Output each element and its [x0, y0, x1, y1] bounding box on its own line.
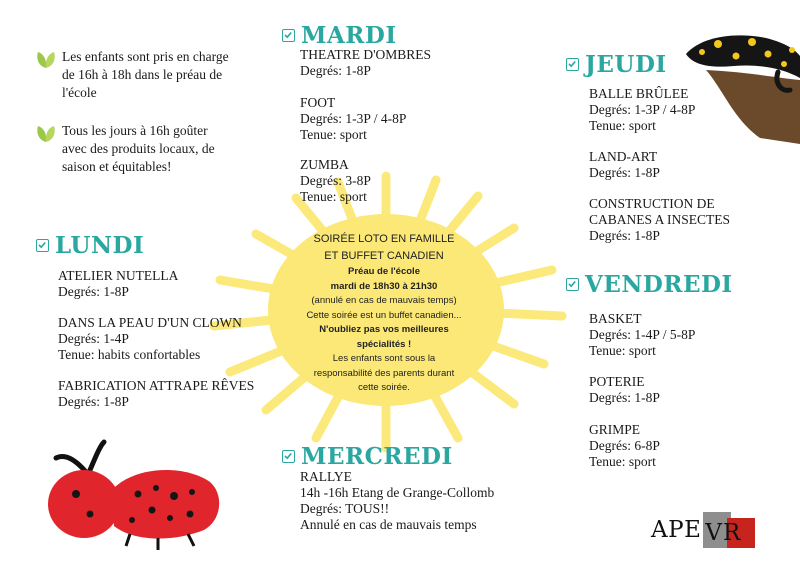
- ladybug-illustration: [34, 436, 230, 554]
- activity-detail: Degrés: 3-8P: [300, 173, 371, 188]
- activity-detail: Degrés: 1-8P: [300, 63, 371, 78]
- mardi-header: [282, 22, 397, 49]
- activity-detail: Degrés: 1-8P: [58, 284, 129, 299]
- activity-detail: Degrés: TOUS!!: [300, 501, 390, 516]
- activity-name: DANS LA PEAU D'UN CLOWN: [58, 315, 242, 330]
- activity-name: FABRICATION ATTRAPE RÊVES: [58, 378, 255, 393]
- jeudi-title: JEUDI: [585, 51, 667, 78]
- activity: [58, 315, 242, 363]
- activity-detail: Degrés: 1-8P: [589, 165, 660, 180]
- intro-text: Les enfants sont pris en charge de 16h à 18h dans le préau de l'école: [62, 49, 229, 100]
- activity-name: THEATRE D'OMBRES: [300, 47, 432, 62]
- activity-detail: Tenue: sport: [589, 343, 656, 358]
- activity-name: FOOT: [300, 95, 336, 110]
- event-date: mardi de 18h30 à 21h30: [330, 280, 438, 292]
- activity-name: BASKET: [589, 311, 642, 326]
- activity-detail: Degrés: 1-4P / 5-8P: [589, 327, 696, 342]
- event-responsibility: responsabilité des parents durant: [313, 367, 455, 379]
- activity-detail: Degrés: 1-8P: [589, 228, 660, 243]
- salamander-illustration: [682, 28, 800, 146]
- event-responsibility: Les enfants sont sous la: [332, 353, 436, 364]
- event-title: ET BUFFET CANADIEN: [324, 250, 444, 262]
- activity: [300, 95, 406, 143]
- event-buffet: Cette soirée est un buffet canadien...: [306, 309, 462, 321]
- apevr-logo: [651, 512, 755, 548]
- event-responsibility: cette soirée.: [358, 382, 410, 393]
- leaf-icon: [34, 122, 58, 144]
- checkbox-icon: [566, 58, 579, 71]
- activity-name: LAND-ART: [589, 149, 658, 164]
- lundi-header: [36, 232, 144, 259]
- activity: [589, 311, 695, 359]
- mercredi-title: MERCREDI: [301, 443, 453, 470]
- activity-detail: Degrés: 1-4P: [58, 331, 129, 346]
- lundi-title: LUNDI: [55, 232, 145, 259]
- activity: [58, 268, 178, 300]
- activity-name: RALLYE: [300, 469, 352, 484]
- checkbox-icon: [36, 239, 49, 252]
- activity: [300, 157, 371, 205]
- activity-name: ATELIER NUTELLA: [58, 268, 179, 283]
- activity-name: ZUMBA: [300, 157, 349, 172]
- checkbox-icon: [282, 450, 295, 463]
- activity-detail: Degrés: 1-3P / 4-8P: [589, 102, 696, 117]
- leaf-icon: [34, 48, 58, 70]
- event-cancel: (annulé en cas de mauvais temps): [311, 295, 457, 306]
- activity-detail: Degrés: 1-8P: [58, 394, 129, 409]
- intro-item: [34, 48, 234, 102]
- activity: [589, 196, 749, 244]
- activity-detail: Degrés: 6-8P: [589, 438, 660, 453]
- logo-text-ape: APE: [651, 517, 702, 543]
- event-reminder: spécialités !: [356, 338, 412, 350]
- activity-name: CONSTRUCTION DE CABANES A INSECTES: [589, 196, 731, 227]
- activity-name: POTERIE: [589, 374, 645, 389]
- vendredi-header: [566, 271, 733, 298]
- activity: [589, 149, 660, 181]
- activity-name: GRIMPE: [589, 422, 641, 437]
- activity: [300, 47, 431, 79]
- activity-detail: Degrés: 1-8P: [589, 390, 660, 405]
- activity: [300, 469, 494, 533]
- event-title: SOIRÉE LOTO EN FAMILLE: [313, 233, 455, 245]
- mardi-title: MARDI: [301, 22, 397, 49]
- activity-detail: Tenue: sport: [589, 118, 656, 133]
- checkbox-icon: [566, 278, 579, 291]
- checkbox-icon: [282, 29, 295, 42]
- logo-vr-block: [703, 512, 755, 548]
- jeudi-header: [566, 51, 667, 78]
- event-place: Préau de l'école: [348, 266, 420, 277]
- activity-detail: Tenue: sport: [300, 127, 367, 142]
- activity: [589, 374, 660, 406]
- activity-detail: 14h -16h Etang de Grange-Collomb: [300, 485, 495, 500]
- activity: [589, 422, 660, 470]
- event-info: [272, 231, 496, 396]
- vendredi-title: VENDREDI: [585, 271, 733, 298]
- activity: [58, 378, 254, 410]
- activity-detail: Tenue: habits confortables: [58, 347, 201, 362]
- activity-detail: Tenue: sport: [589, 454, 656, 469]
- event-reminder: N'oubliez pas vos meilleures: [319, 324, 449, 335]
- mercredi-header: [282, 443, 453, 470]
- activity-detail: Tenue: sport: [300, 189, 367, 204]
- activity-detail: Degrés: 1-3P / 4-8P: [300, 111, 407, 126]
- logo-text-vr: VR: [705, 520, 742, 546]
- activity-detail: Annulé en cas de mauvais temps: [300, 517, 477, 532]
- intro-text: Tous les jours à 16h goûter avec des produits locaux, de saison et équitables!: [62, 123, 215, 174]
- activity-name: BALLE BRÛLEE: [589, 86, 689, 101]
- activity: [589, 86, 695, 134]
- intro-item: [34, 122, 234, 176]
